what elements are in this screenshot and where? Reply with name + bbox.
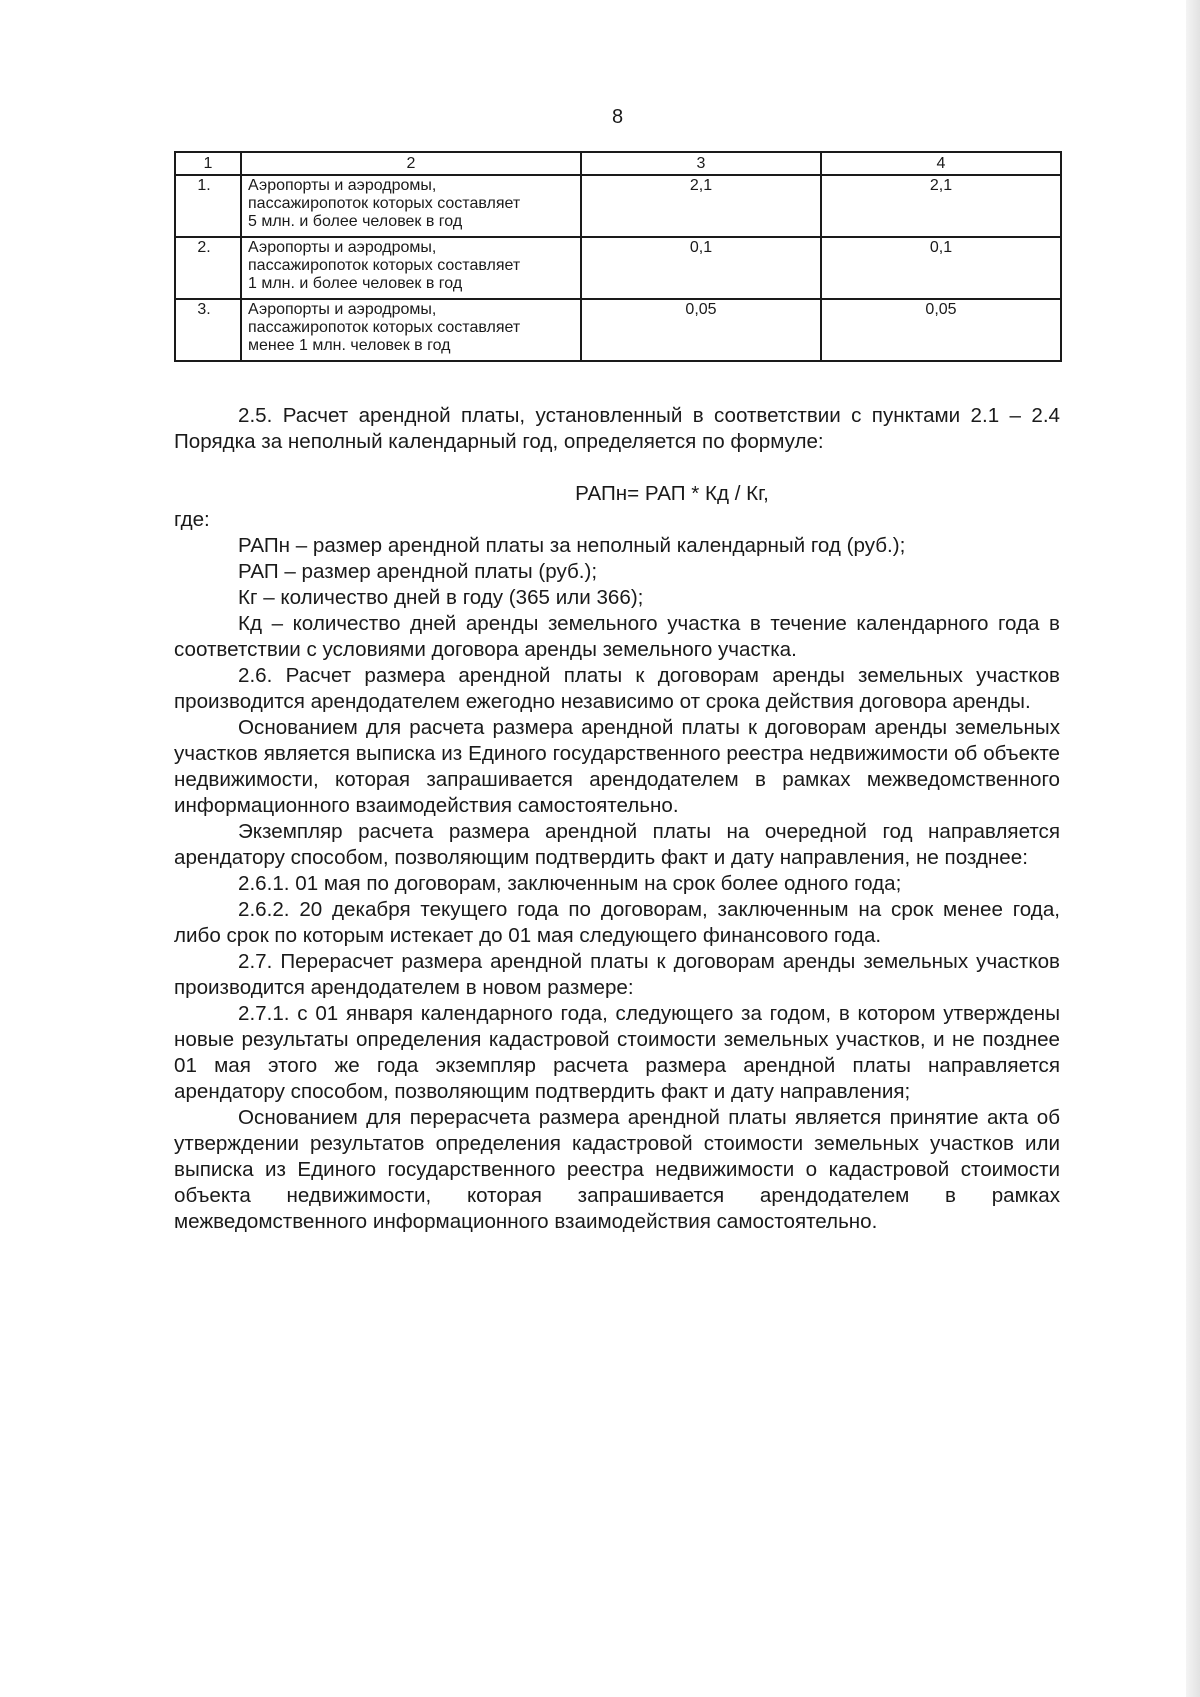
scan-page-edge — [1186, 0, 1200, 1697]
table-row — [175, 175, 1061, 237]
coefficient-value: 0,05 — [821, 299, 1061, 361]
table-row — [175, 299, 1061, 361]
table-header-row — [175, 152, 1061, 175]
description-line: менее 1 млн. человек в год — [248, 337, 451, 354]
paragraph-copy-sending: Экземпляр расчета размера арендной платы на очередной год направляется арендатору способом, позволяющим подтвердить факт и дату направления, не позднее: — [174, 820, 1060, 869]
description-line: Аэропорты и аэродромы, — [248, 177, 437, 194]
coefficient-value: 0,1 — [581, 237, 821, 299]
coefficient-value: 2,1 — [581, 175, 821, 237]
paragraph-basis-calculation: Основанием для расчета размера арендной платы к договорам аренды земельных участков является выписка из Единого государственного реестра недвижимости об объекте недвижимости, которая запрашивается арендодателем в рамках межведомственного информационного взаимодействия самостоятельно. — [174, 716, 1060, 817]
description-line: Аэропорты и аэродромы, — [248, 301, 437, 318]
description-line: 1 млн. и более человек в год — [248, 275, 463, 292]
paragraph-2-6: 2.6. Расчет размера арендной платы к договорам аренды земельных участков производится арендодателем ежегодно независимо от срока действия договора аренды. — [174, 664, 1060, 713]
where-label: где: — [174, 508, 210, 531]
definition-rapn: РАПн – размер арендной платы за неполный календарный год (руб.); — [238, 534, 906, 557]
paragraph-2-7-1: 2.7.1. с 01 января календарного года, следующего за годом, в котором утверждены новые результаты определения кадастровой стоимости земельных участков, и не позднее 01 мая этого же года экземпляр расчета размера арендной платы направляется арендатору способом, позволяющим подтвердить факт и дату направления; — [174, 1002, 1060, 1103]
row-description — [241, 237, 581, 299]
coefficient-table — [174, 151, 1062, 362]
formula: РАПн= РАП * Кд / Кг, — [575, 482, 769, 505]
paragraph-basis-recalculation: Основанием для перерасчета размера арендной платы является принятие акта об утверждении результатов определения кадастровой стоимости земельных участков или выписка из Единого государственного реестра недвижимости о кадастровой стоимости объекта недвижимости, которая запрашивается арендодателем в рамках межведомственного информационного взаимодействия самостоятельно. — [174, 1106, 1060, 1233]
row-number: 3. — [175, 299, 241, 361]
coefficient-value: 0,05 — [581, 299, 821, 361]
description-line: пассажиропоток которых составляет — [248, 195, 521, 212]
coefficient-value: 0,1 — [821, 237, 1061, 299]
paragraph-2-6-2: 2.6.2. 20 декабря текущего года по договорам, заключенным на срок менее года, либо срок по которым истекает до 01 мая следующего финансового года. — [174, 898, 1060, 947]
description-line: пассажиропоток которых составляет — [248, 257, 521, 274]
table-header-cell: 3 — [581, 152, 821, 175]
description-line: 5 млн. и более человек в год — [248, 213, 463, 230]
document-body — [174, 403, 1060, 1235]
description-line: пассажиропоток которых составляет — [248, 319, 521, 336]
row-number: 2. — [175, 237, 241, 299]
description-line: Аэропорты и аэродромы, — [248, 239, 437, 256]
definition-kg: Кг – количество дней в году (365 или 366); — [238, 586, 644, 609]
row-description — [241, 175, 581, 237]
table-header-cell: 1 — [175, 152, 241, 175]
table-row — [175, 237, 1061, 299]
row-number: 1. — [175, 175, 241, 237]
coefficient-value: 2,1 — [821, 175, 1061, 237]
paragraph-2-6-1: 2.6.1. 01 мая по договорам, заключенным на срок более одного года; — [238, 872, 902, 895]
row-description — [241, 299, 581, 361]
table-header-cell: 4 — [821, 152, 1061, 175]
paragraph-2-7: 2.7. Перерасчет размера арендной платы к договорам аренды земельных участков производится арендодателем в новом размере: — [174, 950, 1060, 999]
page-number: 8 — [611, 106, 624, 128]
table-header-cell: 2 — [241, 152, 581, 175]
definition-kd: Кд – количество дней аренды земельного участка в течение календарного года в соответствии с условиями договора аренды земельного участка. — [174, 612, 1060, 661]
definition-rap: РАП – размер арендной платы (руб.); — [238, 560, 598, 583]
paragraph-2-5: 2.5. Расчет арендной платы, установленный в соответствии с пунктами 2.1 – 2.4 Порядка за неполный календарный год, определяется по формуле: — [174, 404, 1060, 453]
